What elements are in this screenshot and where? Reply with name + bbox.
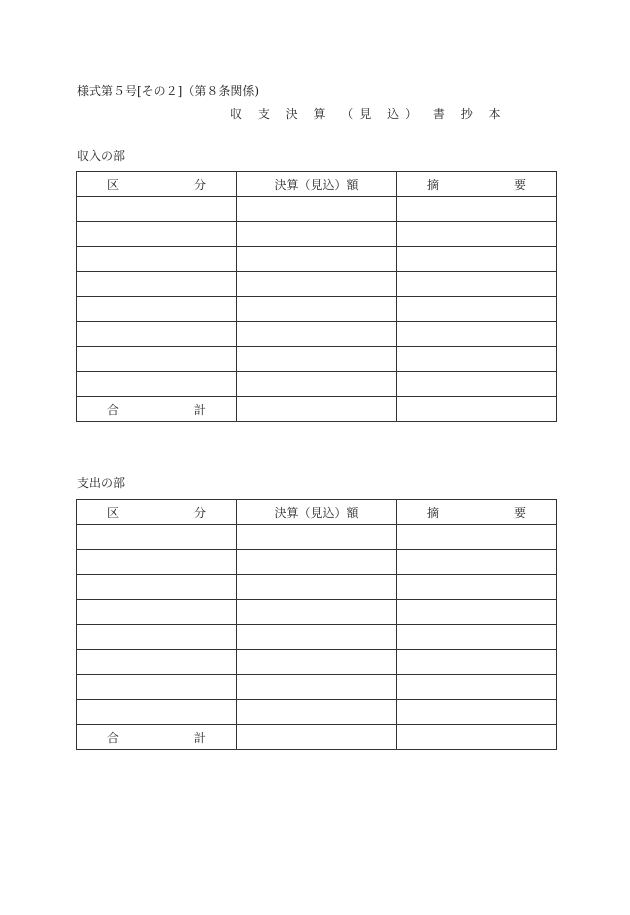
- income-amount-cell[interactable]: [237, 297, 397, 322]
- expense-row: [77, 600, 557, 625]
- income-remarks-cell[interactable]: [397, 322, 557, 347]
- expense-category-cell[interactable]: [77, 550, 237, 575]
- income-category-cell[interactable]: [77, 197, 237, 222]
- income-amount-cell[interactable]: [237, 197, 397, 222]
- expense-remarks-cell[interactable]: [397, 650, 557, 675]
- expense-remarks-cell[interactable]: [397, 625, 557, 650]
- income-table: [76, 171, 557, 422]
- expense-total-label: [77, 725, 237, 750]
- income-category-cell[interactable]: [77, 347, 237, 372]
- expense-remarks-cell[interactable]: [397, 600, 557, 625]
- expense-amount-cell[interactable]: [237, 575, 397, 600]
- expense-row: [77, 625, 557, 650]
- income-category-cell[interactable]: [77, 297, 237, 322]
- expense-remarks-cell[interactable]: [397, 525, 557, 550]
- total-label-char-2: 計: [193, 402, 206, 417]
- expense-amount-cell[interactable]: [237, 600, 397, 625]
- income-total-remarks-cell[interactable]: [397, 397, 557, 422]
- income-category-cell[interactable]: [77, 222, 237, 247]
- income-category-cell[interactable]: [77, 372, 237, 397]
- income-amount-cell[interactable]: [237, 222, 397, 247]
- expense-category-cell[interactable]: [77, 600, 237, 625]
- expense-row: [77, 525, 557, 550]
- category-header: [77, 500, 237, 525]
- expense-total-amount-cell[interactable]: [237, 725, 397, 750]
- income-section-title: 収入の部: [77, 149, 126, 163]
- expense-table: [76, 499, 557, 750]
- document-title: 収 支 決 算 （見 込） 書 抄 本: [230, 107, 507, 121]
- remarks-header: [397, 500, 557, 525]
- income-remarks-cell[interactable]: [397, 272, 557, 297]
- expense-remarks-cell[interactable]: [397, 550, 557, 575]
- income-category-cell[interactable]: [77, 247, 237, 272]
- remarks-header-char-1: 摘: [427, 505, 440, 520]
- income-row: [77, 222, 557, 247]
- expense-row: [77, 550, 557, 575]
- income-row: [77, 197, 557, 222]
- total-label-char-1: 合: [107, 730, 120, 745]
- income-row: [77, 347, 557, 372]
- income-category-cell[interactable]: [77, 322, 237, 347]
- income-remarks-cell[interactable]: [397, 222, 557, 247]
- expense-category-cell[interactable]: [77, 575, 237, 600]
- amount-header: 決算（見込）額: [237, 172, 397, 197]
- category-header-char-1: 区: [107, 505, 120, 520]
- total-label-char-2: 計: [193, 730, 206, 745]
- expense-remarks-cell[interactable]: [397, 675, 557, 700]
- expense-row: [77, 650, 557, 675]
- form-label: 様式第５号[その２]（第８条関係): [77, 84, 260, 98]
- expense-total-row: [77, 725, 557, 750]
- amount-header: 決算（見込）額: [237, 500, 397, 525]
- income-row: [77, 297, 557, 322]
- expense-category-cell[interactable]: [77, 625, 237, 650]
- income-row: [77, 247, 557, 272]
- expense-remarks-cell[interactable]: [397, 700, 557, 725]
- total-label-char-1: 合: [107, 402, 120, 417]
- income-row: [77, 372, 557, 397]
- remarks-header-char-2: 要: [513, 177, 526, 192]
- income-remarks-cell[interactable]: [397, 347, 557, 372]
- remarks-header-char-1: 摘: [427, 177, 440, 192]
- income-total-label: [77, 397, 237, 422]
- income-remarks-cell[interactable]: [397, 197, 557, 222]
- expense-category-cell[interactable]: [77, 675, 237, 700]
- expense-amount-cell[interactable]: [237, 675, 397, 700]
- expense-section-title: 支出の部: [77, 476, 126, 490]
- income-total-row: [77, 397, 557, 422]
- expense-amount-cell[interactable]: [237, 650, 397, 675]
- expense-row: [77, 675, 557, 700]
- category-header-char-1: 区: [107, 177, 120, 192]
- income-remarks-cell[interactable]: [397, 297, 557, 322]
- income-amount-cell[interactable]: [237, 347, 397, 372]
- category-header-char-2: 分: [193, 177, 206, 192]
- income-amount-cell[interactable]: [237, 247, 397, 272]
- expense-header-row: [77, 500, 557, 525]
- category-header: [77, 172, 237, 197]
- income-remarks-cell[interactable]: [397, 247, 557, 272]
- income-amount-cell[interactable]: [237, 372, 397, 397]
- expense-row: [77, 575, 557, 600]
- remarks-header: [397, 172, 557, 197]
- category-header-char-2: 分: [193, 505, 206, 520]
- remarks-header-char-2: 要: [513, 505, 526, 520]
- income-row: [77, 322, 557, 347]
- income-header-row: [77, 172, 557, 197]
- income-amount-cell[interactable]: [237, 322, 397, 347]
- expense-category-cell[interactable]: [77, 525, 237, 550]
- expense-amount-cell[interactable]: [237, 700, 397, 725]
- income-amount-cell[interactable]: [237, 272, 397, 297]
- income-category-cell[interactable]: [77, 272, 237, 297]
- income-remarks-cell[interactable]: [397, 372, 557, 397]
- expense-amount-cell[interactable]: [237, 550, 397, 575]
- income-row: [77, 272, 557, 297]
- expense-category-cell[interactable]: [77, 700, 237, 725]
- expense-total-remarks-cell[interactable]: [397, 725, 557, 750]
- expense-amount-cell[interactable]: [237, 625, 397, 650]
- income-total-amount-cell[interactable]: [237, 397, 397, 422]
- expense-category-cell[interactable]: [77, 650, 237, 675]
- expense-amount-cell[interactable]: [237, 525, 397, 550]
- expense-row: [77, 700, 557, 725]
- expense-remarks-cell[interactable]: [397, 575, 557, 600]
